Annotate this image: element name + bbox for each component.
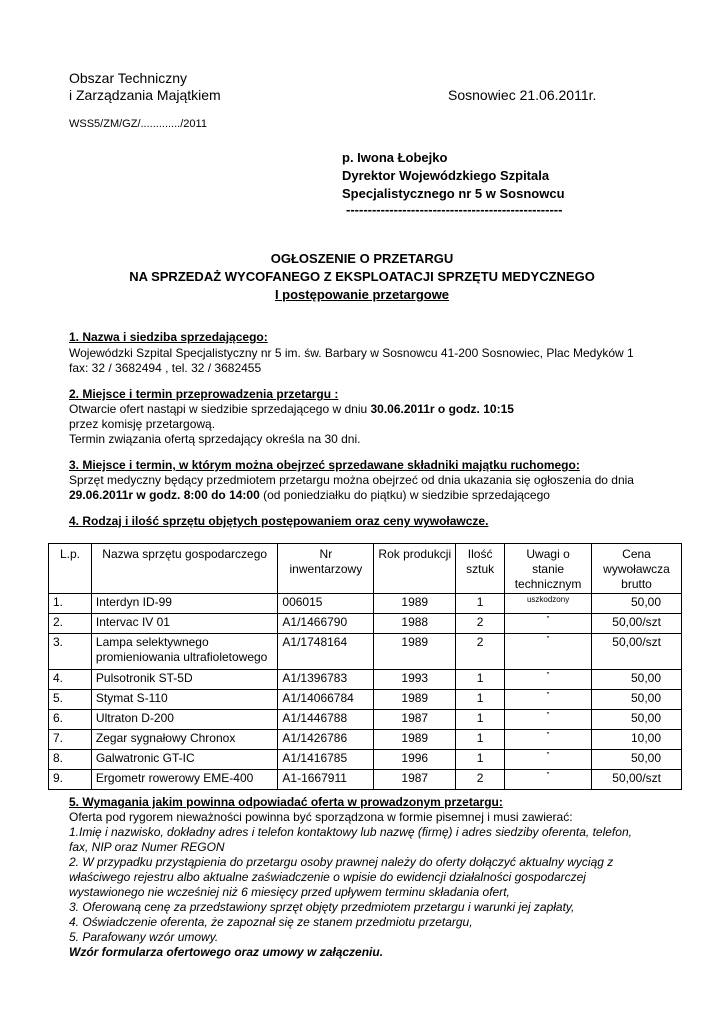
cell-lp: 6. bbox=[49, 710, 92, 730]
requirement-2-line-1: 2. W przypadku przystąpienia do przetargu osoby prawnej należy do oferty dołączyć aktualny wyciąg z bbox=[69, 855, 614, 869]
reference-number: WSS5/ZM/GZ/............./2011 bbox=[69, 118, 207, 130]
cell-quantity: 1 bbox=[456, 730, 505, 750]
cell-quantity: 1 bbox=[456, 690, 505, 710]
seller-address: Wojewódzki Szpital Specjalistyczny nr 5 im. św. Barbary w Sosnowcu 41-200 Sosnowiec, Plac Medyków 1 bbox=[69, 346, 634, 360]
requirement-3: 3. Oferowaną cenę za przedstawiony sprzęt objęty przedmiotem przetargu i warunki jej zapłaty, bbox=[69, 900, 575, 914]
cell-lp: 9. bbox=[49, 770, 92, 790]
cell-year: 1989 bbox=[374, 634, 456, 670]
cell-name: Ultraton D-200 bbox=[91, 710, 277, 730]
section-2-heading: 2. Miejsce i termin przeprowadzenia przetargu : bbox=[69, 387, 339, 401]
requirement-2-line-2: właściwego rejestru albo aktualne zaświadczenie o wpisie do ewidencji działalności gospodarczej bbox=[69, 870, 586, 884]
requirement-1-line-2: fax, NIP oraz Numer REGON bbox=[69, 840, 225, 854]
table-row bbox=[49, 730, 682, 750]
cell-inventory: 006015 bbox=[278, 594, 374, 614]
table-row bbox=[49, 614, 682, 634]
cell-name: Stymat S-110 bbox=[91, 690, 277, 710]
cell-year: 1989 bbox=[374, 730, 456, 750]
binding-period-line: Termin związania ofertą sprzedający określa na 30 dni. bbox=[69, 432, 361, 446]
announcement-subtitle: NA SPRZEDAŻ WYCOFANEGO Z EKSPLOATACJI SPRZĘTU MEDYCZNEGO bbox=[129, 269, 595, 284]
cell-quantity: 1 bbox=[456, 594, 505, 614]
cell-lp: 4. bbox=[49, 670, 92, 690]
cell-quantity: 2 bbox=[456, 634, 505, 670]
cell-name: Galwatronic GT-IC bbox=[91, 750, 277, 770]
cell-condition: " bbox=[505, 730, 592, 750]
cell-inventory: A1-1667911 bbox=[278, 770, 374, 790]
header-price: Cena wywoławcza brutto bbox=[592, 544, 682, 594]
cell-condition: " bbox=[505, 710, 592, 730]
cell-name: Ergometr rowerowy EME-400 bbox=[91, 770, 277, 790]
cell-price: 50,00/szt bbox=[592, 770, 682, 790]
header-name: Nazwa sprzętu gospodarczego bbox=[91, 544, 277, 594]
attachments-note: Wzór formularza ofertowego oraz umowy w załączeniu. bbox=[69, 945, 384, 959]
cell-price: 50,00 bbox=[592, 750, 682, 770]
table-row bbox=[49, 634, 682, 670]
cell-year: 1987 bbox=[374, 710, 456, 730]
requirement-2-line-3: wystawionego nie wcześniej niż 6 miesięcy przed upływem terminu składania ofert, bbox=[69, 885, 510, 899]
table-row bbox=[49, 710, 682, 730]
cell-year: 1988 bbox=[374, 614, 456, 634]
table-header-row bbox=[49, 544, 682, 594]
cell-condition: " bbox=[505, 634, 592, 670]
cell-price: 50,00 bbox=[592, 690, 682, 710]
viewing-line-2: 29.06.2011r w godz. 8:00 do 14:00 (od poniedziałku do piątku) w siedzibie sprzedającego bbox=[69, 488, 550, 502]
cell-name: Intervac IV 01 bbox=[91, 614, 277, 634]
cell-price: 50,00 bbox=[592, 710, 682, 730]
cell-condition: uszkodzony bbox=[505, 594, 592, 614]
requirement-1-line-1: 1.Imię i nazwisko, dokładny adres i telefon kontaktowy lub nazwę (firmę) i adres siedziby oferenta, telefon, bbox=[69, 825, 632, 839]
cell-inventory: A1/1396783 bbox=[278, 670, 374, 690]
section-1-heading: 1. Nazwa i siedziba sprzedającego: bbox=[69, 330, 268, 344]
cell-quantity: 1 bbox=[456, 750, 505, 770]
cell-inventory: A1/14066784 bbox=[278, 690, 374, 710]
cell-lp: 5. bbox=[49, 690, 92, 710]
table-row bbox=[49, 770, 682, 790]
header-lp: L.p. bbox=[49, 544, 92, 594]
cell-price: 50,00/szt bbox=[592, 634, 682, 670]
cell-year: 1989 bbox=[374, 594, 456, 614]
cell-quantity: 2 bbox=[456, 770, 505, 790]
table-row bbox=[49, 750, 682, 770]
header-condition: Uwagi o stanie technicznym bbox=[505, 544, 592, 594]
requirement-4: 4. Oświadczenie oferenta, że zapoznał się ze stanem przedmiotu przetargu, bbox=[69, 915, 473, 929]
cell-year: 1996 bbox=[374, 750, 456, 770]
procedure-label: I postępowanie przetargowe bbox=[274, 287, 450, 302]
section-3-heading: 3. Miejsce i termin, w którym można obejrzeć sprzedawane składniki majątku ruchomego: bbox=[69, 458, 580, 472]
addressee-title-2: Specjalistycznego nr 5 w Sosnowcu bbox=[342, 186, 565, 201]
org-line-2: i Zarządzania Majątkiem bbox=[69, 87, 221, 103]
place-date: Sosnowiec 21.06.2011r. bbox=[448, 87, 597, 103]
cell-name: Pulsotronik ST-5D bbox=[91, 670, 277, 690]
cell-inventory: A1/1426786 bbox=[278, 730, 374, 750]
cell-quantity: 1 bbox=[456, 710, 505, 730]
header-year: Rok produkcji bbox=[374, 544, 456, 594]
cell-year: 1989 bbox=[374, 690, 456, 710]
cell-price: 10,00 bbox=[592, 730, 682, 750]
cell-inventory: A1/1416785 bbox=[278, 750, 374, 770]
cell-inventory: A1/1466790 bbox=[278, 614, 374, 634]
cell-condition: " bbox=[505, 670, 592, 690]
cell-lp: 7. bbox=[49, 730, 92, 750]
header-inventory: Nr inwentarzowy bbox=[278, 544, 374, 594]
cell-inventory: A1/1446788 bbox=[278, 710, 374, 730]
addressee-title-1: Dyrektor Wojewódzkiego Szpitala bbox=[342, 168, 550, 183]
table-row bbox=[49, 594, 682, 614]
cell-year: 1993 bbox=[374, 670, 456, 690]
cell-condition: " bbox=[505, 750, 592, 770]
cell-price: 50,00 bbox=[592, 594, 682, 614]
cell-quantity: 2 bbox=[456, 614, 505, 634]
equipment-table bbox=[48, 543, 682, 790]
org-line-1: Obszar Techniczny bbox=[69, 70, 188, 86]
cell-name: Lampa selektywnego promieniowania ultrafioletowego bbox=[91, 634, 277, 670]
cell-quantity: 1 bbox=[456, 670, 505, 690]
table-row bbox=[49, 670, 682, 690]
cell-lp: 2. bbox=[49, 614, 92, 634]
cell-price: 50,00 bbox=[592, 670, 682, 690]
table-row bbox=[49, 690, 682, 710]
addressee-rule: -------------------------------------------------- bbox=[346, 202, 563, 217]
cell-inventory: A1/1748164 bbox=[278, 634, 374, 670]
cell-condition: " bbox=[505, 770, 592, 790]
requirement-5: 5. Parafowany wzór umowy. bbox=[69, 930, 219, 944]
offer-requirements-intro: Oferta pod rygorem nieważności powinna być sporządzona w formie pisemnej i musi zawierać: bbox=[69, 810, 573, 824]
cell-name: Zegar sygnałowy Chronox bbox=[91, 730, 277, 750]
header-quantity: Ilość sztuk bbox=[456, 544, 505, 594]
addressee-name: p. Iwona Łobejko bbox=[342, 150, 448, 165]
seller-contact: fax: 32 / 3682494 , tel. 32 / 3682455 bbox=[69, 361, 262, 375]
section-4-heading: 4. Rodzaj i ilość sprzętu objętych postępowaniem oraz ceny wywoławcze. bbox=[69, 514, 489, 528]
cell-lp: 3. bbox=[49, 634, 92, 670]
opening-date-line: Otwarcie ofert nastąpi w siedzibie sprzedającego w dniu 30.06.2011r o godz. 10:15 bbox=[69, 402, 514, 416]
cell-lp: 8. bbox=[49, 750, 92, 770]
cell-lp: 1. bbox=[49, 594, 92, 614]
announcement-title: OGŁOSZENIE O PRZETARGU bbox=[270, 251, 454, 266]
viewing-line-1: Sprzęt medyczny będący przedmiotem przetargu można obejrzeć od dnia ukazania się ogłoszenia do dnia bbox=[69, 473, 634, 487]
cell-condition: " bbox=[505, 614, 592, 634]
cell-year: 1987 bbox=[374, 770, 456, 790]
opening-committee-line: przez komisję przetargową. bbox=[69, 417, 216, 431]
section-5-heading: 5. Wymagania jakim powinna odpowiadać oferta w prowadzonym przetargu: bbox=[69, 795, 503, 809]
cell-price: 50,00/szt bbox=[592, 614, 682, 634]
cell-name: Interdyn ID-99 bbox=[91, 594, 277, 614]
cell-condition: " bbox=[505, 690, 592, 710]
